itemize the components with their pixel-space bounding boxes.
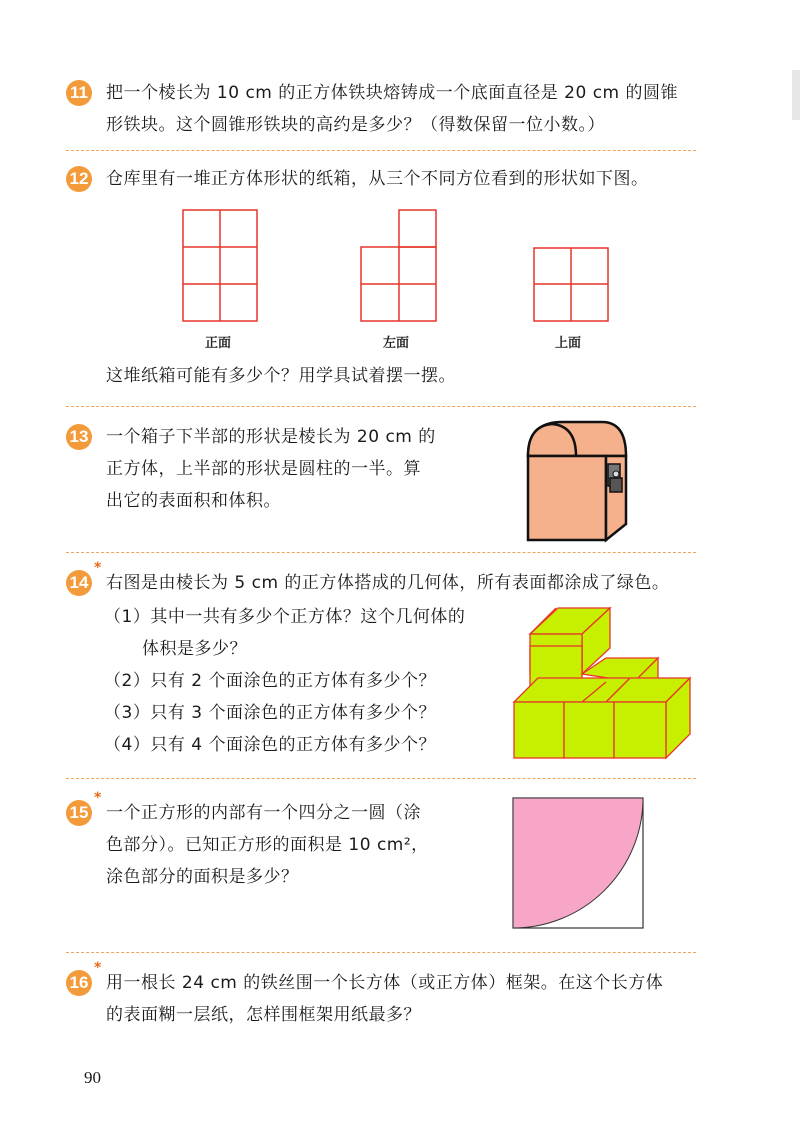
front-view-label: 正面 [205,336,232,351]
subquestion-1-cont: 体积是多少？ [142,639,247,659]
quarter-circle-figure [512,797,652,937]
question-text: 形铁块。这个圆锥形铁块的高约是多少？（得数保留一位小数。） [106,115,605,135]
page-number: 90 [84,1068,101,1087]
question-number-badge: 15 [66,800,92,826]
dashed-divider [66,552,696,553]
subquestion-4: （4）只有 4 个面涂色的正方体有多少个？ [104,735,436,755]
dashed-divider [66,952,696,953]
treasure-chest-figure [522,412,632,542]
top-view-label: 上面 [555,336,582,351]
question-text: 用一根长 24 cm 的铁丝围一个长方体（或正方体）框架。在这个长方体 [106,973,664,993]
question-text: 右图是由棱长为 5 cm 的正方体搭成的几何体，所有表面都涂成了绿色。 [106,573,670,593]
optional-star-mark: * [94,790,102,806]
three-view-figures [0,0,800,340]
question-text: 一个箱子下半部的形状是棱长为 20 cm 的 [106,427,436,447]
question-number-badge: 16 [66,970,92,996]
question-text: 出它的表面积和体积。 [106,491,281,511]
question-number-badge: 13 [66,424,92,450]
dashed-divider [66,778,696,779]
question-number-badge: 12 [66,166,92,192]
question-text: 一个正方形的内部有一个四分之一圆（涂 [106,803,421,823]
left-view-label: 左面 [383,336,410,351]
question-text: 把一个棱长为 10 cm 的正方体铁块熔铸成一个底面直径是 20 cm 的圆锥 [106,83,678,103]
dashed-divider [66,406,696,407]
left-view-grid [361,210,436,321]
question-text: 的表面糊一层纸，怎样围框架用纸最多？ [106,1005,421,1025]
subquestion-3: （3）只有 3 个面涂色的正方体有多少个？ [104,703,436,723]
optional-star-mark: * [94,560,102,576]
question-number-badge: 14 [66,570,92,596]
subquestion-2: （2）只有 2 个面涂色的正方体有多少个？ [104,671,436,691]
question-number-badge: 11 [66,80,92,106]
question-text: 色部分）。已知正方形的面积是 10 cm²， [106,835,429,855]
subquestion-1: （1）其中一共有多少个正方体？这个几何体的 [104,607,466,627]
question-text: 正方体，上半部的形状是圆柱的一半。算 [106,459,421,479]
question-text: 仓库里有一堆正方体形状的纸箱，从三个不同方位看到的形状如下图。 [106,169,649,189]
optional-star-mark: * [94,960,102,976]
question-text: 这堆纸箱可能有多少个？用学具试着摆一摆。 [106,366,456,386]
cube-stack-figure [510,606,710,786]
question-text: 涂色部分的面积是多少？ [106,867,299,887]
